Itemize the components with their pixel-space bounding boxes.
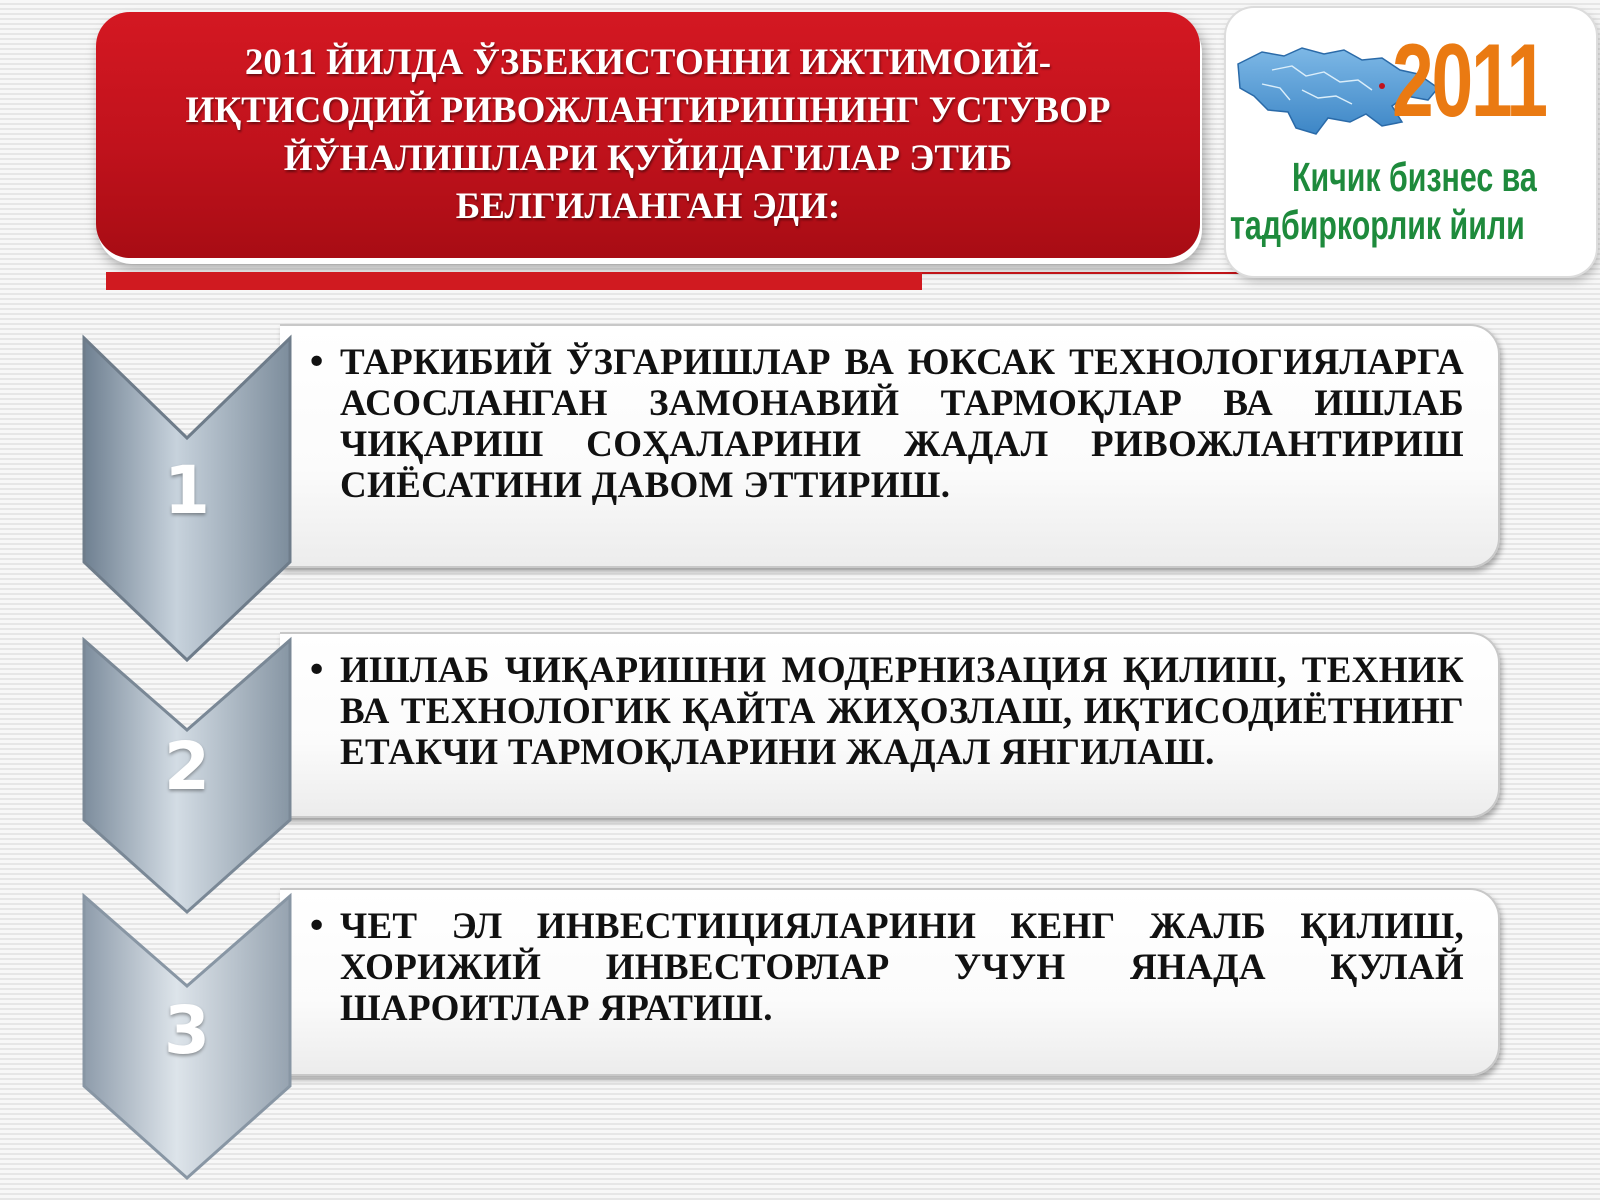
page-title: 2011 ЙИЛДА ЎЗБЕКИСТОННИ ИЖТИМОИЙ-ИҚТИСОДИЙ РИВОЖЛАНТИРИШНИНГ УСТУВОР ЙЎНАЛИШЛАРИ ҚУЙИДАГИЛАР ЭТИБ БЕЛГИЛАНГАН ЭДИ: — [185, 42, 1111, 227]
logo-tagline-1: Кичик бизнес ва — [1292, 154, 1537, 200]
bullet-icon: • — [306, 342, 328, 383]
step-number-1: 1 — [164, 452, 210, 529]
step-number-2: 2 — [164, 728, 210, 805]
priority-card-2 — [280, 632, 1500, 818]
chevron-step-2 — [80, 636, 294, 916]
bullet-icon: • — [306, 906, 328, 947]
priority-card-3 — [280, 888, 1500, 1076]
step-number-3: 3 — [164, 992, 210, 1069]
bullet-icon: • — [306, 650, 328, 691]
logo-year: 2011 — [1392, 23, 1546, 139]
logo-tagline-2: тадбиркорлик йили — [1230, 202, 1525, 248]
priority-text-3: ЧЕТ ЭЛ ИНВЕСТИЦИЯЛАРИНИ КЕНГ ЖАЛБ ҚИЛИШ, ХОРИЖИЙ ИНВЕСТОРЛАР УЧУН ЯНАДА ҚУЛАЙ ШАРОИТЛАР ЯРАТИШ. — [340, 906, 1464, 1029]
chevron-step-3 — [80, 892, 294, 1182]
priority-card-1 — [280, 324, 1500, 568]
year-logo — [1226, 8, 1596, 276]
priority-text-2: ИШЛАБ ЧИҚАРИШНИ МОДЕРНИЗАЦИЯ ҚИЛИШ, ТЕХНИК ВА ТЕХНОЛОГИК ҚАЙТА ЖИҲОЗЛАШ, ИҚТИСОДИЁТНИНГ ЕТАКЧИ ТАРМОҚЛАРИНИ ЖАДАЛ ЯНГИЛАШ. — [340, 650, 1464, 773]
chevron-step-1 — [80, 334, 294, 664]
priority-text-1: ТАРКИБИЙ ЎЗГАРИШЛАР ВА ЮКСАК ТЕХНОЛОГИЯЛАРГА АСОСЛАНГАН ЗАМОНАВИЙ ТАРМОҚЛАР ВА ИШЛАБ ЧИҚАРИШ СОҲАЛАРИНИ ЖАДАЛ РИВОЖЛАНТИРИШ СИЁСАТИНИ ДАВОМ ЭТТИРИШ. — [340, 342, 1464, 506]
header-accent-bar — [106, 272, 922, 290]
title-banner — [96, 12, 1200, 258]
